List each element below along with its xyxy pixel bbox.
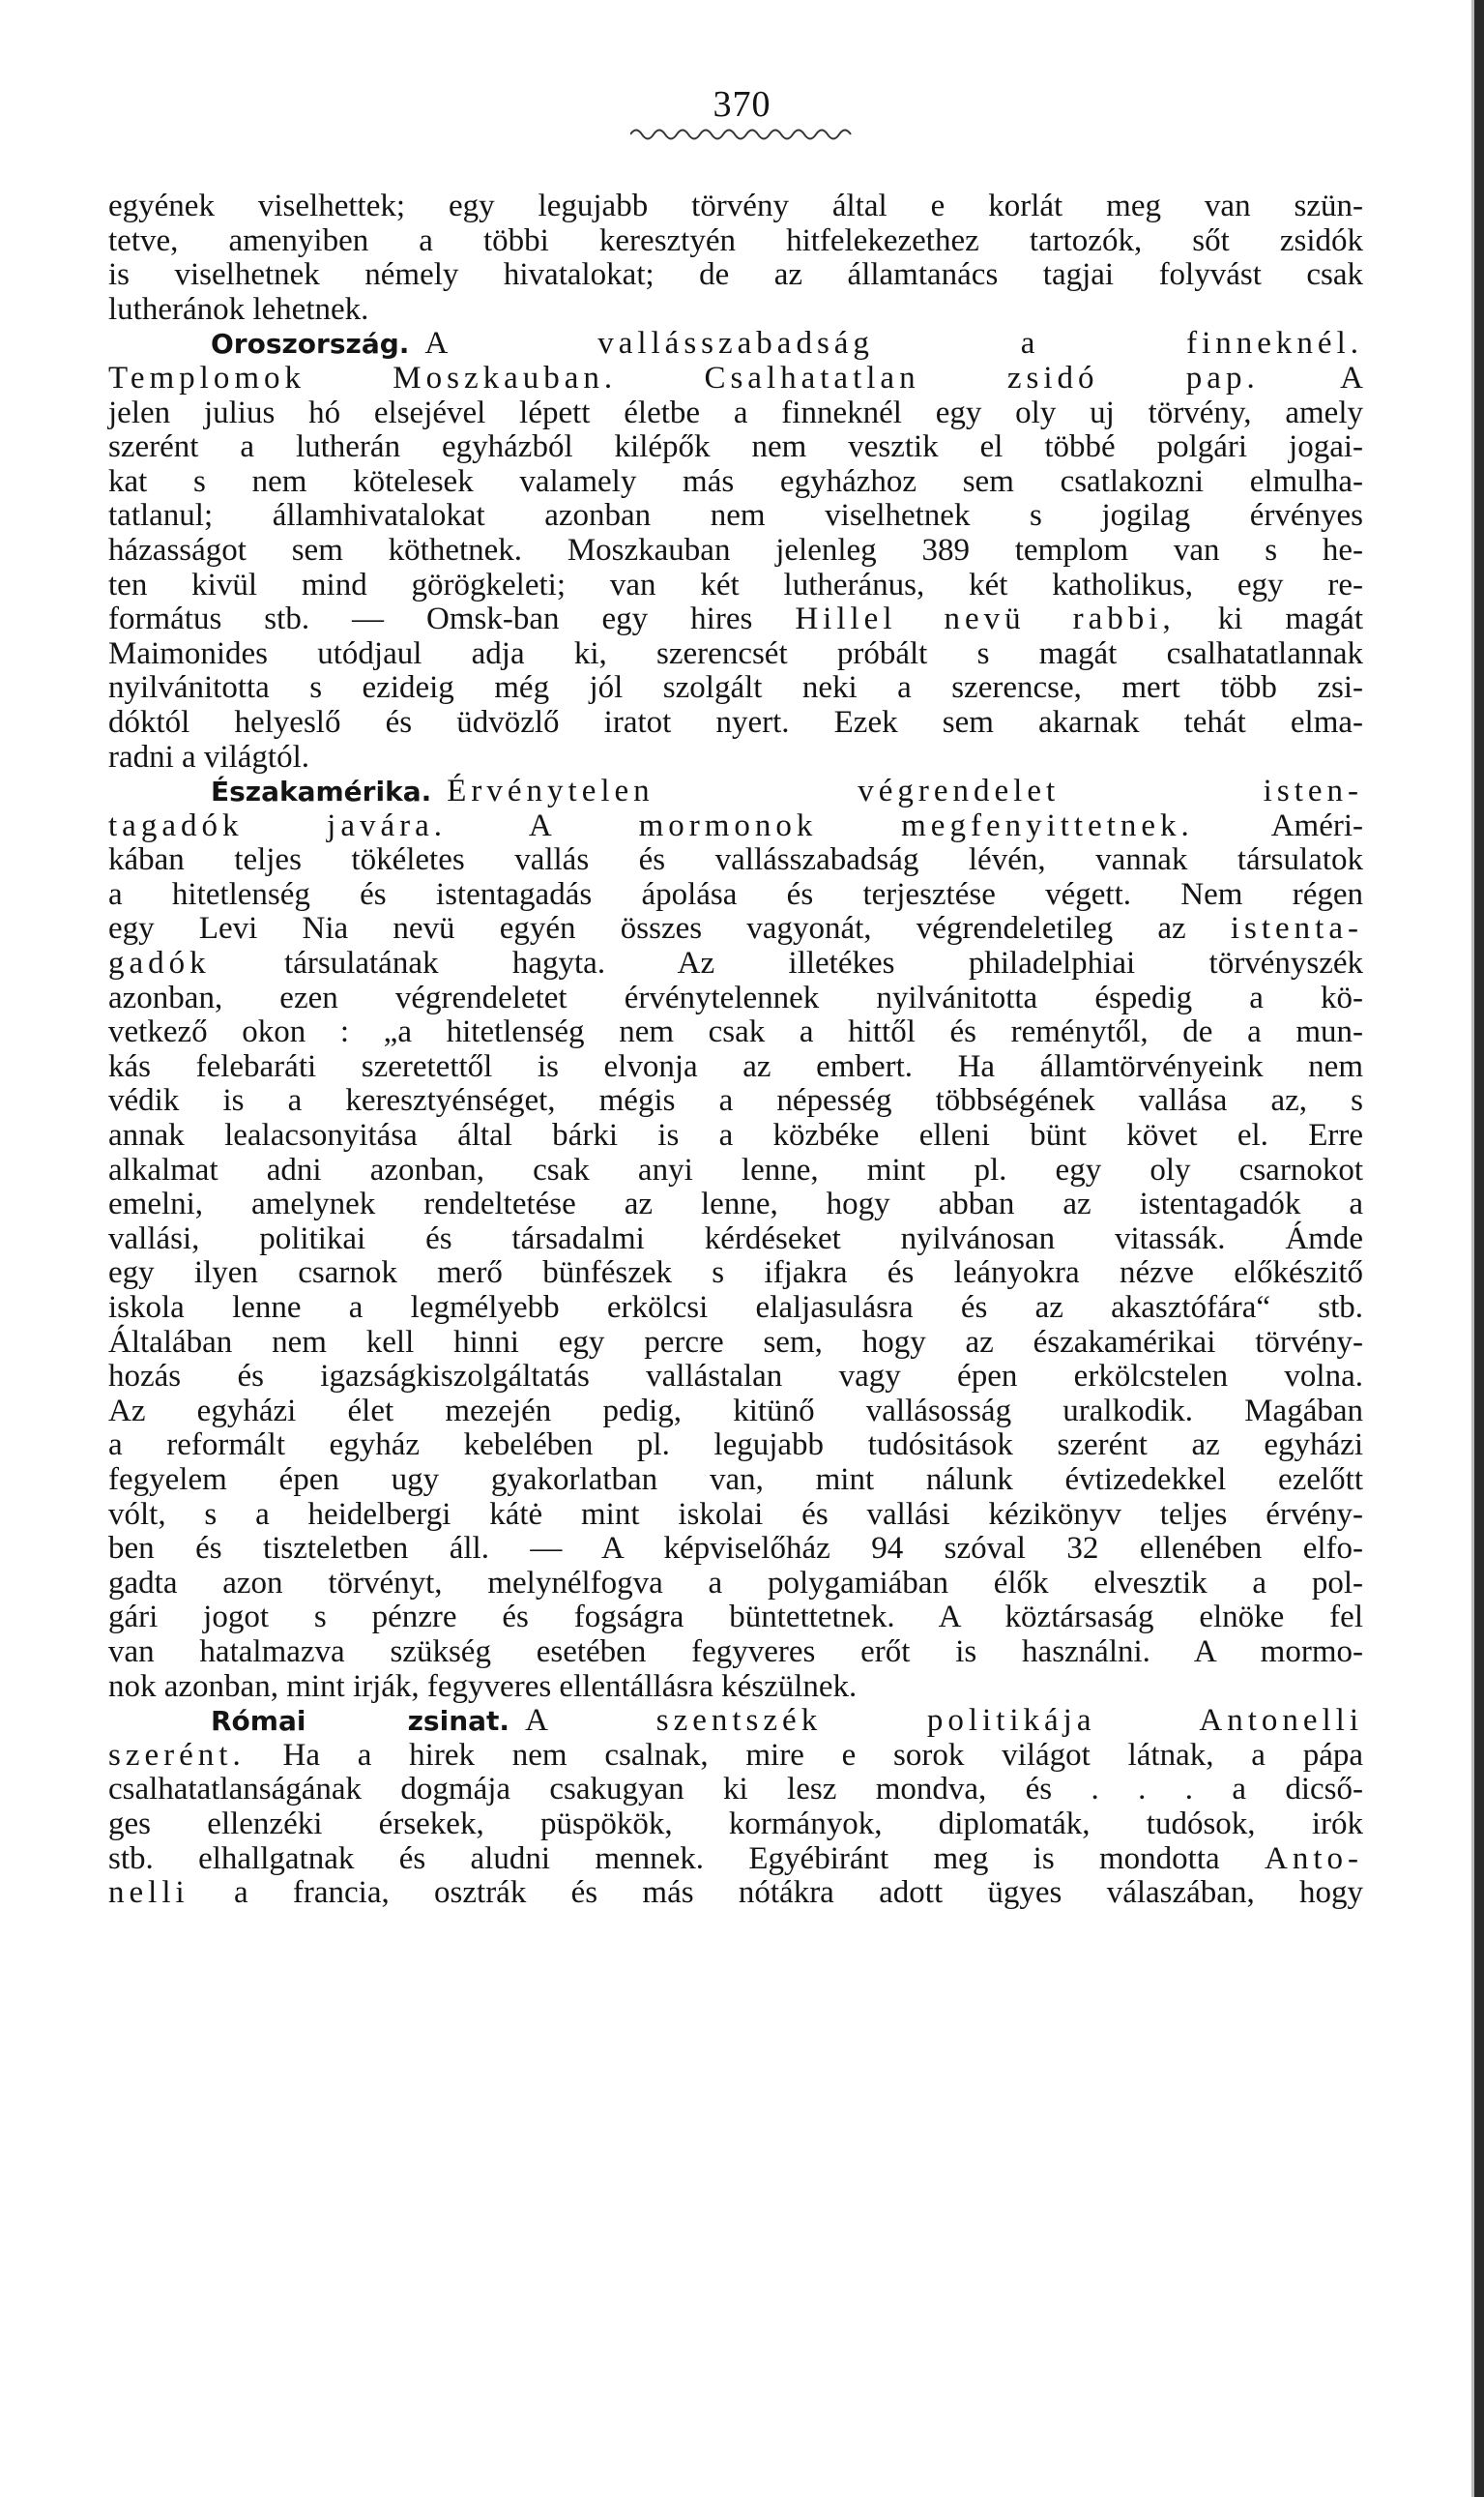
line-text: dóktól helyeslő és üdvözlő iratot nyert. Ezek sem akarnak tehát elma- xyxy=(108,704,1363,740)
wavy-rule-ornament xyxy=(630,126,853,143)
text-line xyxy=(108,1876,1363,1911)
line-text: vetkező okon : „a hitetlenség nem csak a hittől és reménytől, de a mun- xyxy=(108,1014,1363,1050)
spaced-emphasis: Anto- xyxy=(1265,1840,1363,1876)
section-heading: Oroszország. xyxy=(211,328,410,361)
line-text: is viselhetnek némely hivatalokat; de az államtanács tagjai folyvást csak xyxy=(108,257,1363,293)
line-text: formátus stb. — Omsk-ban egy hires xyxy=(108,602,796,637)
spaced-emphasis: gadók xyxy=(108,946,211,982)
text-line xyxy=(108,1015,1363,1050)
spaced-emphasis: A szentszék politikája Antonelli xyxy=(525,1703,1364,1739)
section-heading: Római zsinat. xyxy=(211,1705,510,1738)
text-line xyxy=(108,1395,1363,1429)
line-text: fegyelem épen ugy gyakorlatban van, mint nálunk évtizedekkel ezelőtt xyxy=(108,1461,1363,1497)
text-line xyxy=(108,1222,1363,1257)
line-text: Az egyházi élet mezején pedig, kitünő vallásosság uralkodik. Magában xyxy=(108,1393,1363,1428)
text-line xyxy=(108,1773,1363,1807)
spaced-emphasis: szerént. xyxy=(108,1737,246,1773)
line-text: nok azonban, mint irják, fegyveres ellentállásra készülnek. xyxy=(108,1668,858,1704)
text-line xyxy=(108,843,1363,878)
text-line xyxy=(108,741,1363,776)
line-text: radni a világtól. xyxy=(108,739,310,775)
text-line xyxy=(108,1188,1363,1222)
line-text: Améri- xyxy=(1193,808,1363,843)
text-line xyxy=(108,327,1363,362)
text-line xyxy=(108,190,1363,224)
line-text: ki magát xyxy=(1175,602,1363,637)
line-text: van hatalmazva szükség esetében fegyveres erőt is használni. A mormo- xyxy=(108,1633,1363,1669)
line-text: tatlanul; államhivatalokat azonban nem viselhetnek s jogilag érvényes xyxy=(108,498,1363,534)
text-line xyxy=(108,1256,1363,1291)
text-line xyxy=(108,1154,1363,1189)
text-line xyxy=(108,1291,1363,1326)
section-heading: Északamérika. xyxy=(211,776,432,808)
text-line xyxy=(108,1704,1363,1739)
text-line xyxy=(108,293,1363,328)
spaced-emphasis: Érvénytelen végrendelet isten- xyxy=(447,774,1363,809)
body-text xyxy=(108,190,1363,1911)
line-text: ten kivül mind görögkeleti; van két lutheránus, két katholikus, egy re- xyxy=(108,567,1363,602)
line-text: tetve, amenyiben a többi keresztyén hitfelekezethez tartozók, sőt zsidók xyxy=(108,222,1363,258)
line-text: csalhatatlanságának dogmája csakugyan ki lesz mondva, és . . . a dicső- xyxy=(108,1772,1363,1807)
text-line xyxy=(108,1532,1363,1567)
text-line xyxy=(108,1807,1363,1842)
text-line xyxy=(108,671,1363,706)
text-line xyxy=(108,1567,1363,1601)
line-text: kat s nem kötelesek valamely más egyházhoz sem csatlakozni elmulha- xyxy=(108,463,1363,499)
line-text: ben és tiszteletben áll. — A képviselőház 94 szóval 32 ellenében elfo- xyxy=(108,1531,1363,1567)
line-text: gári jogot s pénzre és fogságra büntettetnek. A köztársaság elnöke fel xyxy=(108,1600,1363,1635)
line-text: lutheránok lehetnek. xyxy=(108,291,369,327)
line-text: vallási, politikai és társadalmi kérdéseket nyilvánosan vitassák. Ámde xyxy=(108,1220,1363,1256)
line-text: ges ellenzéki érsekek, püspökök, kormányok, diplomaták, tudósok, irók xyxy=(108,1806,1363,1841)
line-text: társulatának hagyta. Az illetékes philadelphiai törvényszék xyxy=(210,946,1363,982)
line-text: egy ilyen csarnok merő bünfészek s ifjakra és leányokra nézve előkészitő xyxy=(108,1255,1363,1291)
line-text: nyilvánitotta s ezideig még jól szolgált neki a szerencse, mert több zsi- xyxy=(108,670,1363,706)
line-text: kában teljes tökéletes vallás és vallásszabadság lévén, vannak társulatok xyxy=(108,842,1363,878)
spaced-emphasis: Templomok Moszkauban. Csalhatatlan zsidó pap. xyxy=(108,360,1260,396)
text-line xyxy=(108,775,1363,809)
text-line xyxy=(108,1463,1363,1498)
line-text: kás felebaráti szeretettől is elvonja az embert. Ha államtörvényeink nem xyxy=(108,1048,1363,1084)
text-line xyxy=(108,706,1363,741)
text-line xyxy=(108,534,1363,569)
text-line xyxy=(108,1739,1363,1774)
text-line xyxy=(108,224,1363,259)
text-line xyxy=(108,1050,1363,1085)
text-line xyxy=(108,1360,1363,1395)
text-line xyxy=(108,1119,1363,1154)
text-line xyxy=(108,1842,1363,1877)
spaced-emphasis: tagadók javára. A mormonok megfenyittetnek. xyxy=(108,808,1194,843)
text-line xyxy=(108,637,1363,672)
text-line xyxy=(108,602,1363,637)
text-line xyxy=(108,912,1363,947)
spaced-emphasis: A vallásszabadság a finneknél. xyxy=(424,326,1363,362)
line-text: Általában nem kell hinni egy percre sem, hogy az északamérikai törvény- xyxy=(108,1324,1363,1360)
line-text: szerént a lutherán egyházból kilépők nem vesztik el többé polgári jogai- xyxy=(108,429,1363,465)
text-line xyxy=(108,1601,1363,1635)
text-line xyxy=(108,1498,1363,1533)
line-text: iskola lenne a legmélyebb erkölcsi elaljasulásra és az akasztófára“ stb. xyxy=(108,1290,1363,1325)
text-line xyxy=(108,982,1363,1016)
text-line xyxy=(108,397,1363,431)
line-text: a francia, osztrák és más nótákra adott ügyes válaszában, hogy xyxy=(189,1875,1363,1911)
text-line xyxy=(108,569,1363,603)
line-text: A xyxy=(1259,360,1363,396)
text-line xyxy=(108,430,1363,465)
line-text: védik is a keresztyénséget, mégis a népesség többségének vallása az, s xyxy=(108,1083,1363,1119)
line-text: annak lealacsonyitása által bárki is a közbéke elleni bünt követ el. Erre xyxy=(108,1118,1363,1154)
spaced-emphasis: nelli xyxy=(108,1875,189,1911)
line-text: egy Levi Nia nevü egyén összes vagyonát, végrendeletileg az xyxy=(108,911,1231,947)
text-line xyxy=(108,1635,1363,1670)
line-text: alkalmat adni azonban, csak anyi lenne, mint pl. egy oly csarnokot xyxy=(108,1152,1363,1188)
line-text: stb. elhallgatnak és aludni mennek. Egyébiránt meg is mondotta xyxy=(108,1840,1265,1876)
line-text: emelni, amelynek rendeltetése az lenne, hogy abban az istentagadók a xyxy=(108,1187,1363,1222)
line-text: házasságot sem köthetnek. Moszkauban jelenleg 389 templom van s he- xyxy=(108,532,1363,568)
text-line xyxy=(108,258,1363,293)
line-text: azonban, ezen végrendeletet érvénytelennek nyilvánitotta éspedig a kö- xyxy=(108,980,1363,1015)
line-text: jelen julius hó elsejével lépett életbe a finneknél egy oly uj törvény, amely xyxy=(108,395,1363,430)
text-line xyxy=(108,362,1363,397)
line-text: vólt, s a heidelbergi kátė mint iskolai és vallási kézikönyv teljes érvény- xyxy=(108,1496,1363,1532)
line-text: a hitetlenség és istentagadás ápolása és terjesztése végett. Nem régen xyxy=(108,876,1363,912)
line-text: a reformált egyház kebelében pl. legujabb tudósitások szerént az egyházi xyxy=(108,1427,1363,1463)
text-line xyxy=(108,1428,1363,1463)
text-line xyxy=(108,809,1363,844)
text-line xyxy=(108,465,1363,500)
spaced-emphasis: Hillel nevü rabbi, xyxy=(795,602,1176,637)
text-line xyxy=(108,499,1363,534)
text-line xyxy=(108,947,1363,982)
text-line xyxy=(108,1670,1363,1705)
page-number: 370 xyxy=(713,84,771,125)
page-edge-shadow-inner xyxy=(1471,0,1474,2497)
spaced-emphasis: istenta- xyxy=(1230,911,1363,947)
text-line xyxy=(108,878,1363,913)
line-text: egyének viselhettek; egy legujabb törvény által e korlát meg van szün- xyxy=(108,189,1363,223)
line-text: Maimonides utódjaul adja ki, szerencsét próbált s magát csalhatatlannak xyxy=(108,635,1363,671)
line-text: gadta azon törvényt, melynélfogva a polygamiában élők elvesztik a pol- xyxy=(108,1565,1363,1601)
text-line xyxy=(108,1326,1363,1361)
page-edge-shadow xyxy=(1474,0,1484,2497)
line-text: hozás és igazságkiszolgáltatás vallástalan vagy épen erkölcstelen volna. xyxy=(108,1359,1363,1395)
text-line xyxy=(108,1084,1363,1119)
line-text: Ha a hirek nem csalnak, mire e sorok világot látnak, a pápa xyxy=(245,1737,1363,1773)
